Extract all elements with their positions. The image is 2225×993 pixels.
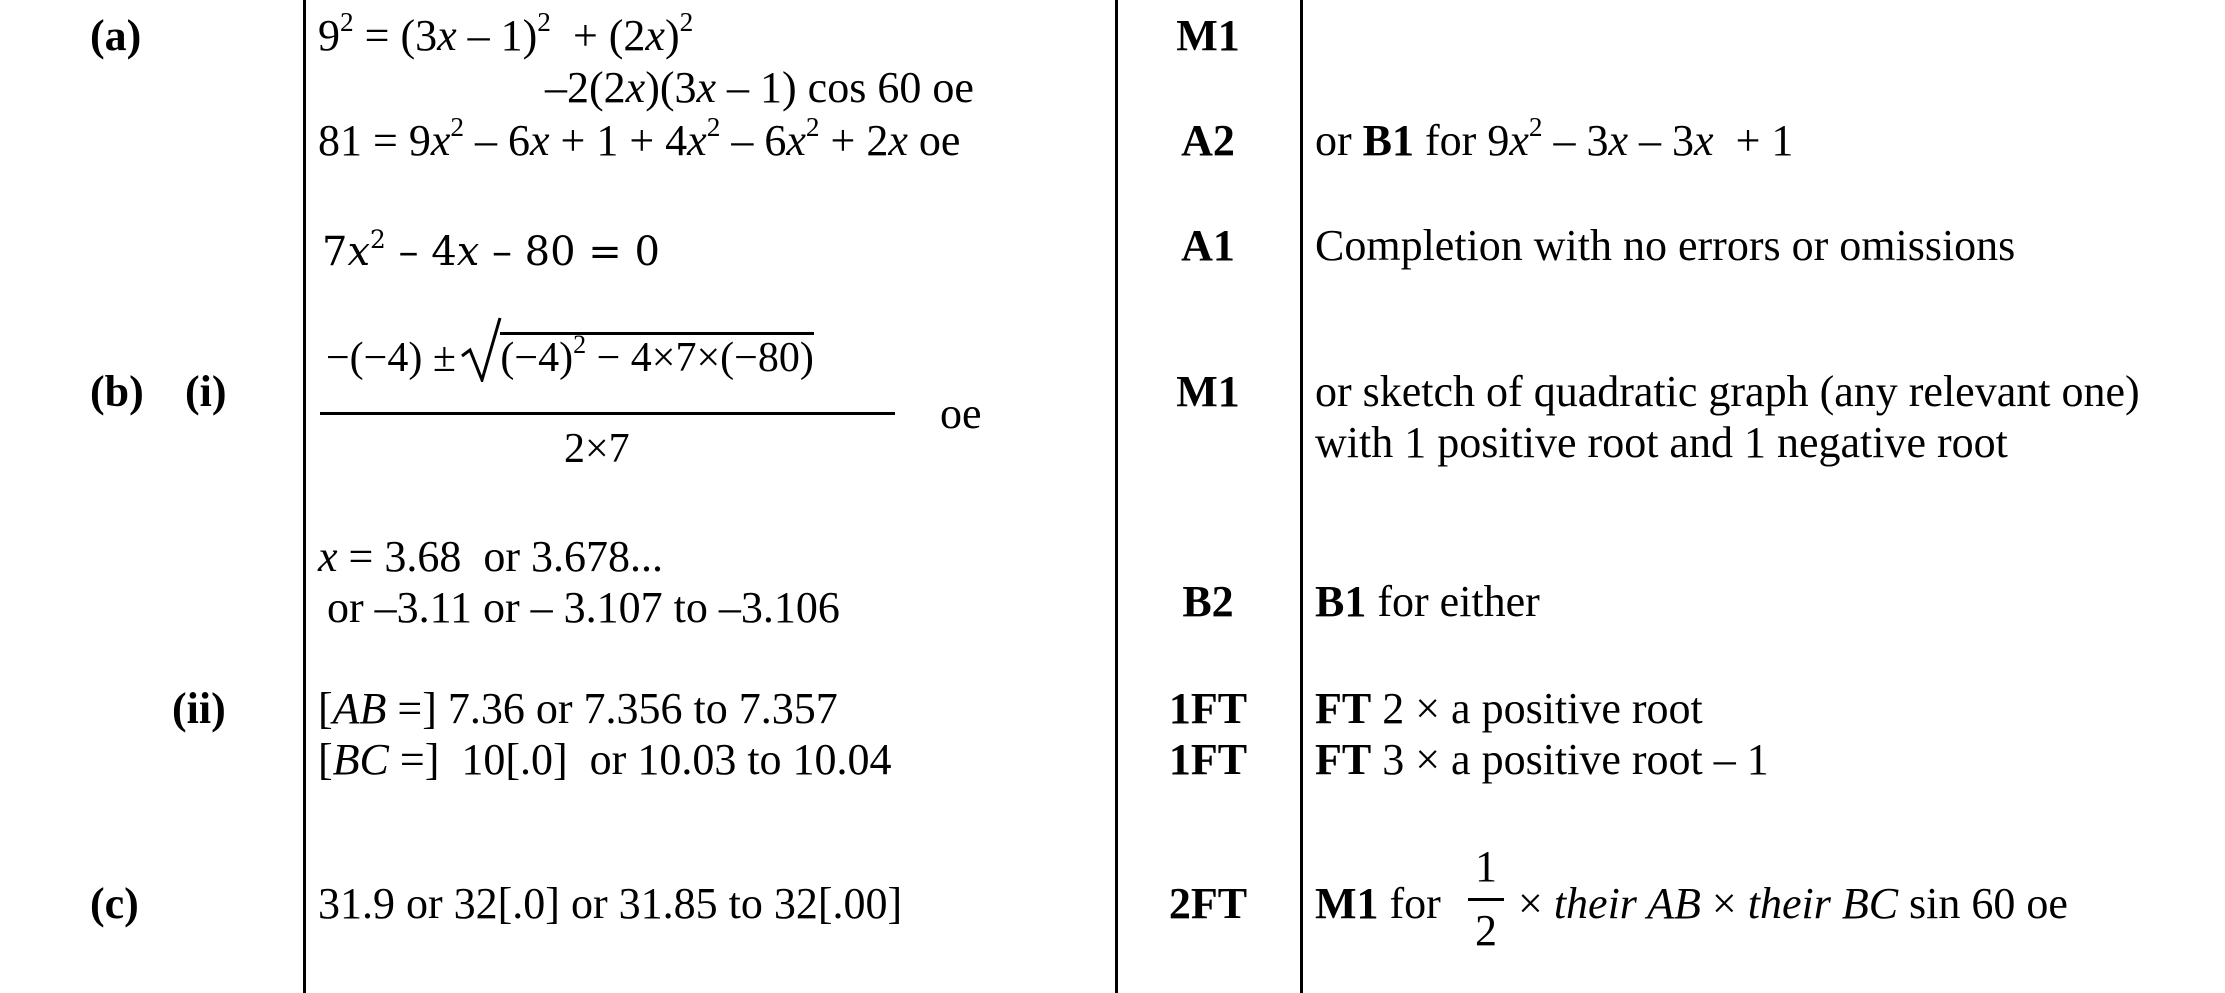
answer-a-line2: –2(2x)(3x – 1) cos 60 oe — [545, 63, 974, 112]
square-root-sign — [460, 316, 504, 382]
mark-a-a2: A2 — [1181, 116, 1235, 165]
mark-a-m1: M1 — [1176, 11, 1240, 60]
answer-c-line1: 31.9 or 32[.0] or 31.85 to 32[.00] — [318, 879, 903, 928]
half-denominator: 2 — [1475, 906, 1497, 955]
guidance-bi-m1-line2: with 1 positive root and 1 negative root — [1315, 418, 2008, 467]
answer-bi-line3: or –3.11 or – 3.107 to –3.106 — [327, 583, 840, 632]
formula-oe: oe — [940, 389, 982, 438]
mark-bii-ft2: 1FT — [1168, 735, 1248, 784]
mark-c-2ft: 2FT — [1168, 879, 1248, 928]
answer-bii-line2: [BC =] 10[.0] or 10.03 to 10.04 — [318, 735, 892, 784]
part-label-b-i: (i) — [185, 367, 227, 416]
guidance-c-m1: M1 for — [1315, 879, 1441, 928]
mark-bi-m1: M1 — [1176, 367, 1240, 416]
half-fraction — [1468, 842, 1504, 955]
part-label-b-ii: (ii) — [172, 684, 226, 733]
guidance-a-a2: or B1 for $9x^2 - 3x - 3x + 1$ — [1315, 111, 1794, 165]
guidance-bi-b2: B1 for either — [1315, 577, 1540, 626]
half-numerator: 1 — [1475, 842, 1497, 891]
formula-numerator: −(−4) ± $(-4)^2 - 4\times 7\times(-80)$ — [326, 332, 814, 379]
answer-bi-line2: x = 3.68 or 3.678... — [318, 532, 663, 581]
answer-a-line1: $9^2 = (3x - 1)^2 + (2x)^2$ — [318, 6, 694, 60]
answer-a-line4: $7x^2 - 4x - 80 = 0$ — [322, 224, 660, 275]
formula-denominator: 2×7 — [564, 426, 630, 472]
guidance-bi-m1-line1: or sketch of quadratic graph (any relevant one) — [1315, 367, 2140, 416]
guidance-c-m1-suffix: × their AB × their BC sin 60 oe — [1518, 879, 2068, 928]
part-label-c: (c) — [90, 879, 139, 928]
fraction-bar — [320, 412, 895, 415]
guidance-a-a1: Completion with no errors or omissions — [1315, 221, 2016, 270]
mark-bii-ft1: 1FT — [1168, 684, 1248, 733]
part-label-a: (a) — [90, 11, 142, 60]
part-label-b: (b) — [90, 367, 144, 416]
answer-bii-line1: [AB =] 7.36 or 7.356 to 7.357 — [318, 684, 838, 733]
half-fraction-bar — [1468, 898, 1504, 901]
column-divider-left — [303, 0, 306, 993]
guidance-bii-ft1: FT 2 × a positive root — [1315, 684, 1703, 733]
guidance-bii-ft2: FT 3 × a positive root – 1 — [1315, 735, 1769, 784]
quadratic-formula — [320, 320, 895, 470]
mark-a-a1: A1 — [1181, 221, 1235, 270]
answer-a-line3: $81 = 9x^2 - 6x + 1 + 4x^2 - 6x^2 + 2x$ oe — [318, 111, 961, 165]
mark-bi-b2: B2 — [1182, 577, 1234, 626]
